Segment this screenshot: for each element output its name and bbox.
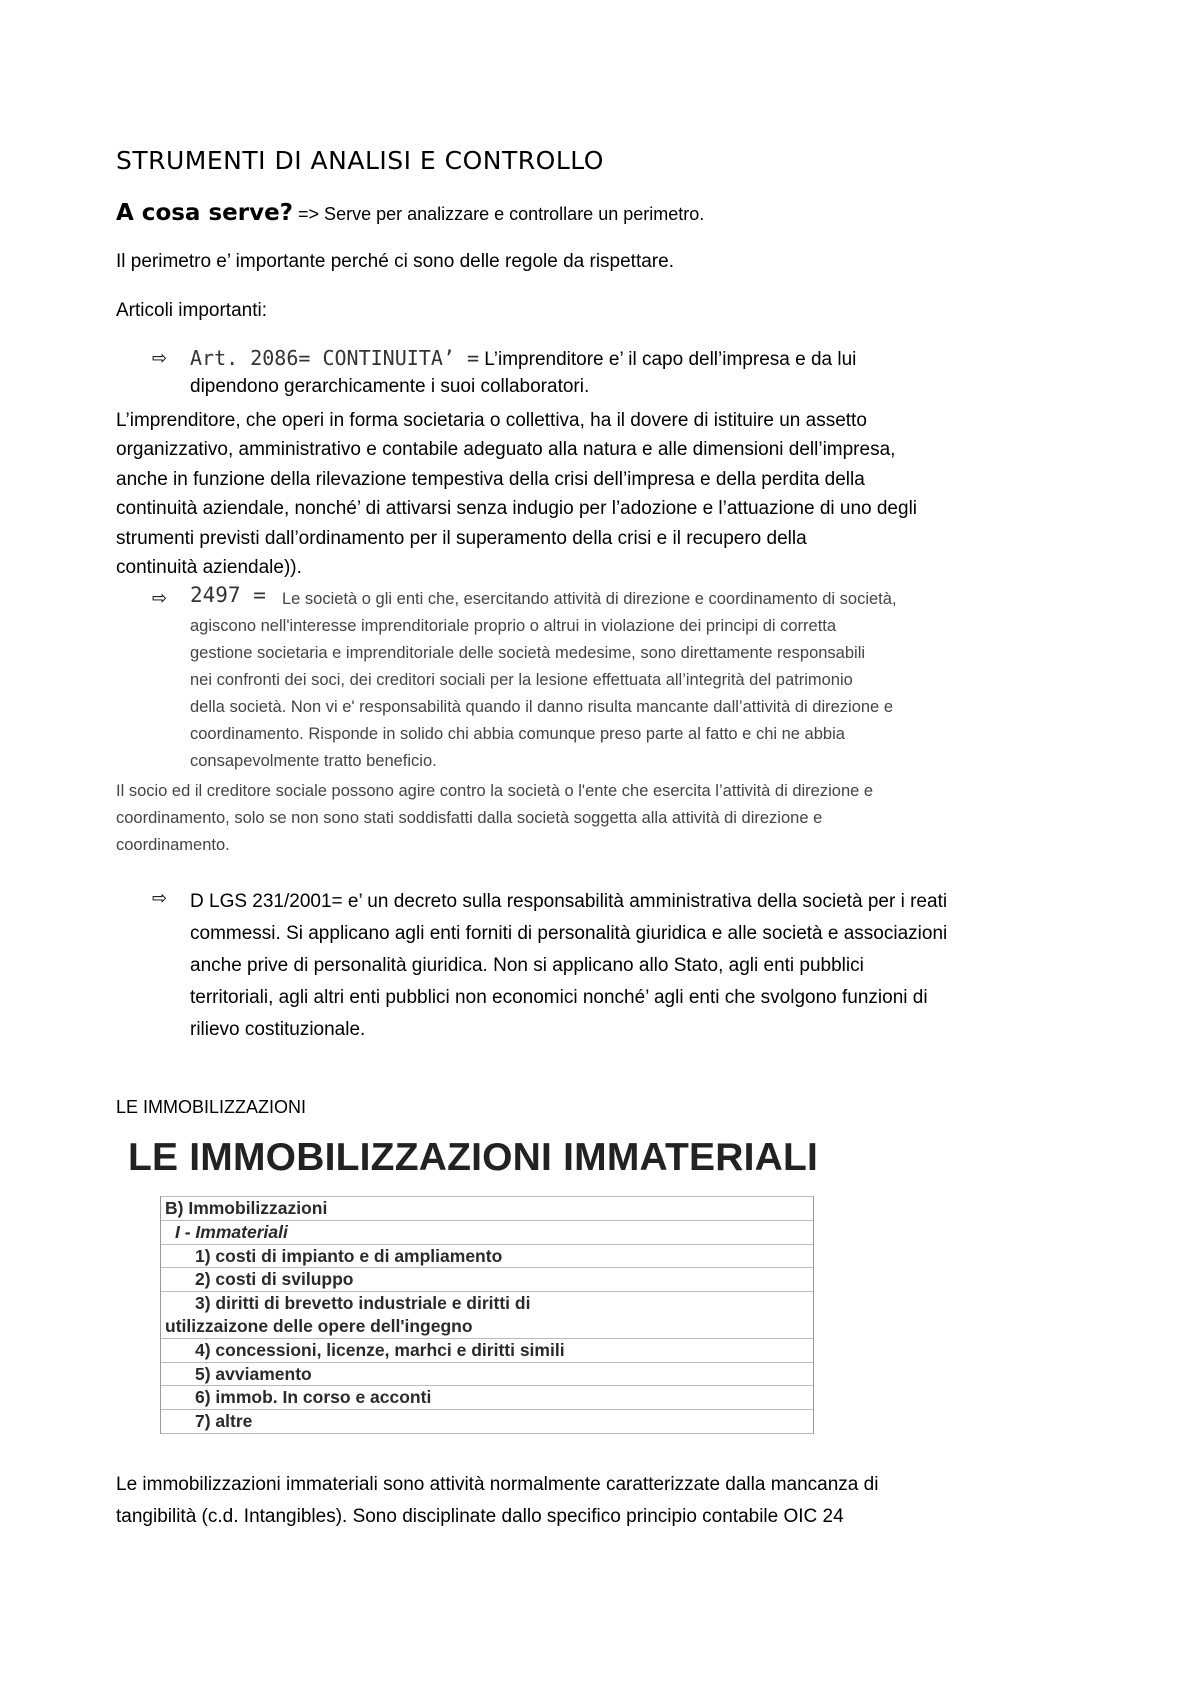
paragraph-line: nei confronti dei soci, dei creditori sociali per la lesione effettuata all’integrità del patrimonio — [190, 671, 853, 689]
immobilizzazioni-figure — [120, 1136, 840, 1436]
paragraph-line: continuità aziendale, nonché’ di attivarsi senza indugio per l’adozione e l’attuazione di uno degli — [116, 498, 918, 520]
question-label: A cosa serve? — [116, 200, 294, 226]
paragraph-line: tangibilità (c.d. Intangibles). Sono disciplinate dallo specifico principio contabile OIC 24 — [116, 1506, 844, 1527]
table-subheader: I - Immateriali — [161, 1221, 813, 1245]
art-2497-text — [190, 586, 1130, 775]
paragraph-line: coordinamento. — [116, 836, 230, 854]
paragraph-line: gestione societaria e imprenditoriale delle società medesime, sono direttamente responsabili — [190, 644, 866, 662]
table-row: 5) avviamento — [161, 1363, 813, 1387]
paragraph-line: continuità aziendale)). — [116, 557, 302, 579]
paragraph-line: L’imprenditore, che operi in forma societaria o collettiva, ha il dovere di istituire un assetto — [116, 410, 867, 431]
table-row: 7) altre — [161, 1410, 813, 1434]
paragraph-line: organizzativo, amministrativo e contabile adeguato alla natura e alle dimensioni dell’impresa, — [116, 439, 896, 461]
art-2497-code: 2497 = — [190, 583, 266, 607]
figure-title: LE IMMOBILIZZAZIONI IMMATERIALI — [128, 1136, 819, 1179]
paragraph-line: consapevolmente tratto beneficio. — [190, 752, 437, 770]
art-2086-code: Art. 2086= CONTINUITA’ = — [190, 346, 479, 370]
paragraph-line: rilievo costituzionale. — [190, 1019, 366, 1040]
intro-paragraph: Il perimetro e’ importante perché ci sono delle regole da rispettare. — [116, 251, 674, 272]
table-row: 3) diritti di brevetto industriale e diritti di — [195, 1293, 531, 1314]
arrow-bullet-icon: ⇨ — [152, 888, 168, 909]
arrow-bullet-icon: ⇨ — [152, 588, 168, 609]
paragraph-line: anche prive di personalità giuridica. Non si applicano allo Stato, agli enti pubblici — [190, 955, 864, 976]
table-row: utilizzaizone delle opere dell'ingegno — [161, 1315, 813, 1339]
art-2086-line1 — [190, 346, 856, 371]
paragraph-line: agiscono nell'interesse imprenditoriale proprio o altrui in violazione dei principi di corretta — [190, 617, 837, 635]
figure-table — [160, 1196, 814, 1434]
articles-label: Articoli importanti: — [116, 300, 267, 321]
paragraph-line: della società. Non vi e' responsabilità quando il danno risulta mancante dall’attività di direzione e — [190, 698, 893, 716]
paragraph-line: commessi. Si applicano agli enti forniti di personalità giuridica e alle società e associazioni — [190, 923, 948, 944]
question-answer: => Serve per analizzare e controllare un perimetro. — [293, 204, 705, 224]
page-title: STRUMENTI DI ANALISI E CONTROLLO — [116, 146, 604, 175]
art-2497-paragraph — [116, 778, 1116, 859]
table-header: B) Immobilizzazioni — [161, 1196, 813, 1221]
art-2086-paragraph — [116, 406, 1056, 582]
art-2086-text: L’imprenditore e’ il capo dell’impresa e da lui — [478, 349, 857, 370]
paragraph-line: anche in funzione della rilevazione tempestiva della crisi dell’impresa e della perdita della — [116, 468, 865, 490]
closing-paragraph — [116, 1469, 1116, 1533]
art-2086-line2: dipendono gerarchicamente i suoi collaboratori. — [190, 376, 590, 397]
arrow-bullet-icon: ⇨ — [152, 348, 168, 369]
paragraph-line: Le immobilizzazioni immateriali sono attività normalmente caratterizzate dalla mancanza di — [116, 1474, 879, 1495]
question-line — [116, 200, 704, 226]
section-title: LE IMMOBILIZZAZIONI — [116, 1097, 307, 1117]
table-row: 1) costi di impianto e di ampliamento — [161, 1245, 813, 1269]
paragraph-line: coordinamento. Risponde in solido chi abbia comunque preso parte al fatto e chi ne abbia — [190, 725, 845, 743]
table-row: 4) concessioni, licenze, marhci e diritti simili — [161, 1339, 813, 1363]
paragraph-line: Le società o gli enti che, esercitando attività di direzione e coordinamento di società, — [282, 590, 897, 608]
paragraph-line: D LGS 231/2001= e’ un decreto sulla responsabilità amministrativa della società per i reati — [190, 891, 948, 912]
table-row: 6) immob. In corso e acconti — [161, 1386, 813, 1410]
paragraph-line: strumenti previsti dall’ordinamento per il superamento della crisi e il recupero della — [116, 527, 807, 549]
paragraph-line: territoriali, agli altri enti pubblici non economici nonché’ agli enti che svolgono funzioni di — [190, 987, 928, 1008]
paragraph-line: Il socio ed il creditore sociale possono agire contro la società o l'ente che esercita l’attività di direzione e — [116, 782, 874, 800]
table-row: 2) costi di sviluppo — [161, 1268, 813, 1292]
dlgs-text — [190, 886, 1110, 1046]
paragraph-line: coordinamento, solo se non sono stati soddisfatti dalla società soggetta alla attività di direzione e — [116, 809, 823, 827]
